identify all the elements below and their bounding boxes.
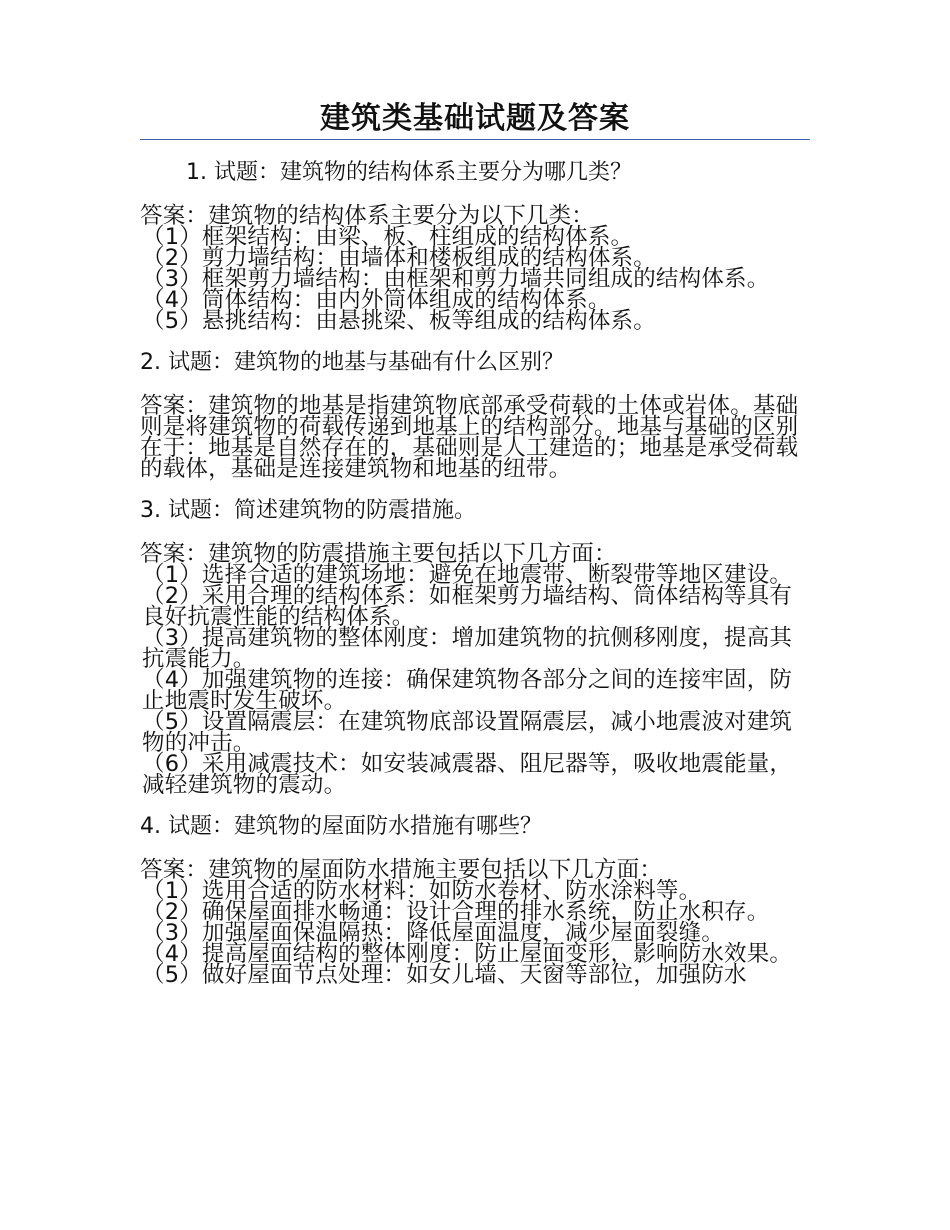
qa-section-1 <box>140 156 810 332</box>
answer-4-intro: 答案：建筑物的屋面防水措施主要包括以下几方面： <box>140 857 663 883</box>
answer-3-item-3: （3）提高建筑物的整体刚度：增加建筑物的抗侧移刚度，提高其抗震能力。 <box>142 625 793 672</box>
answer-3-item-5: （5）设置隔震层：在建筑物底部设置隔震层，减小地震波对建筑物的冲击。 <box>142 709 793 756</box>
qa-section-3 <box>140 494 810 796</box>
answer-3-intro: 答案：建筑物的防震措施主要包括以下几方面： <box>140 541 617 567</box>
answer-4-item-1: （1）选用合适的防水材料：如防水卷材、防水涂料等。 <box>142 878 702 904</box>
question-3: 3. 试题：简述建筑物的防震措施。 <box>140 498 476 523</box>
answer-3-item-2: （2）采用合理的结构体系：如框架剪力墙结构、筒体结构等具有良好抗震性能的结构体系。 <box>142 583 793 630</box>
question-4: 4. 试题：建筑物的屋面防水措施有哪些？ <box>140 814 542 839</box>
document-body <box>140 156 810 1000</box>
answer-3-item-4: （4）加强建筑物的连接：确保建筑物各部分之间的连接牢固，防止地震时发生破坏。 <box>142 667 793 714</box>
answer-3-item-6: （6）采用减震技术：如安装减震器、阻尼器等，吸收地震能量，减轻建筑物的震动。 <box>142 751 793 798</box>
answer-1-item-4: （4）筒体结构：由内外筒体组成的结构体系。 <box>142 287 611 313</box>
answer-4 <box>140 857 810 988</box>
answer-1-item-5: （5）悬挑结构：由悬挑梁、板等组成的结构体系。 <box>142 308 656 334</box>
question-2: 2. 试题：建筑物的地基与基础有什么区别？ <box>140 350 564 375</box>
answer-1-item-1: （1）框架结构：由梁、板、柱组成的结构体系。 <box>142 224 634 250</box>
answer-4-item-2: （2）确保屋面排水畅通：设计合理的排水系统，防止水积存。 <box>142 899 770 925</box>
document-title: 建筑类基础试题及答案 <box>320 101 630 136</box>
answer-3-item-1: （1）选择合适的建筑场地：避免在地震带、断裂带等地区建设。 <box>142 562 793 588</box>
answer-1-item-2: （2）剪力墙结构：由墙体和楼板组成的结构体系。 <box>142 245 656 271</box>
answer-4-item-3: （3）加强屋面保温隔热：降低屋面温度，减少屋面裂缝。 <box>142 920 725 946</box>
answer-4-item-4: （4）提高屋面结构的整体刚度：防止屋面变形，影响防水效果。 <box>142 941 793 967</box>
answer-3 <box>140 541 810 798</box>
answer-1 <box>140 203 810 334</box>
answer-1-item-3: （3）框架剪力墙结构：由框架和剪力墙共同组成的结构体系。 <box>142 266 770 292</box>
qa-section-2 <box>140 346 810 480</box>
qa-section-4 <box>140 810 810 986</box>
answer-2-text: 答案：建筑物的地基是指建筑物底部承受荷载的土体或岩体。基础则是将建筑物的荷载传递到地基上的结构部分。地基与基础的区别在于：地基是自然存在的，基础则是人工建造的；地基是承受荷载的载体，基础是连接建筑物和地基的纽带。 <box>140 393 799 482</box>
title-underline <box>140 139 810 140</box>
answer-2 <box>140 393 810 482</box>
answer-1-intro: 答案：建筑物的结构体系主要分为以下几类： <box>140 203 595 229</box>
answer-4-item-5: （5）做好屋面节点处理：如女儿墙、天窗等部位，加强防水 <box>142 962 747 988</box>
question-1: 1. 试题：建筑物的结构体系主要分为哪几类？ <box>186 160 632 185</box>
